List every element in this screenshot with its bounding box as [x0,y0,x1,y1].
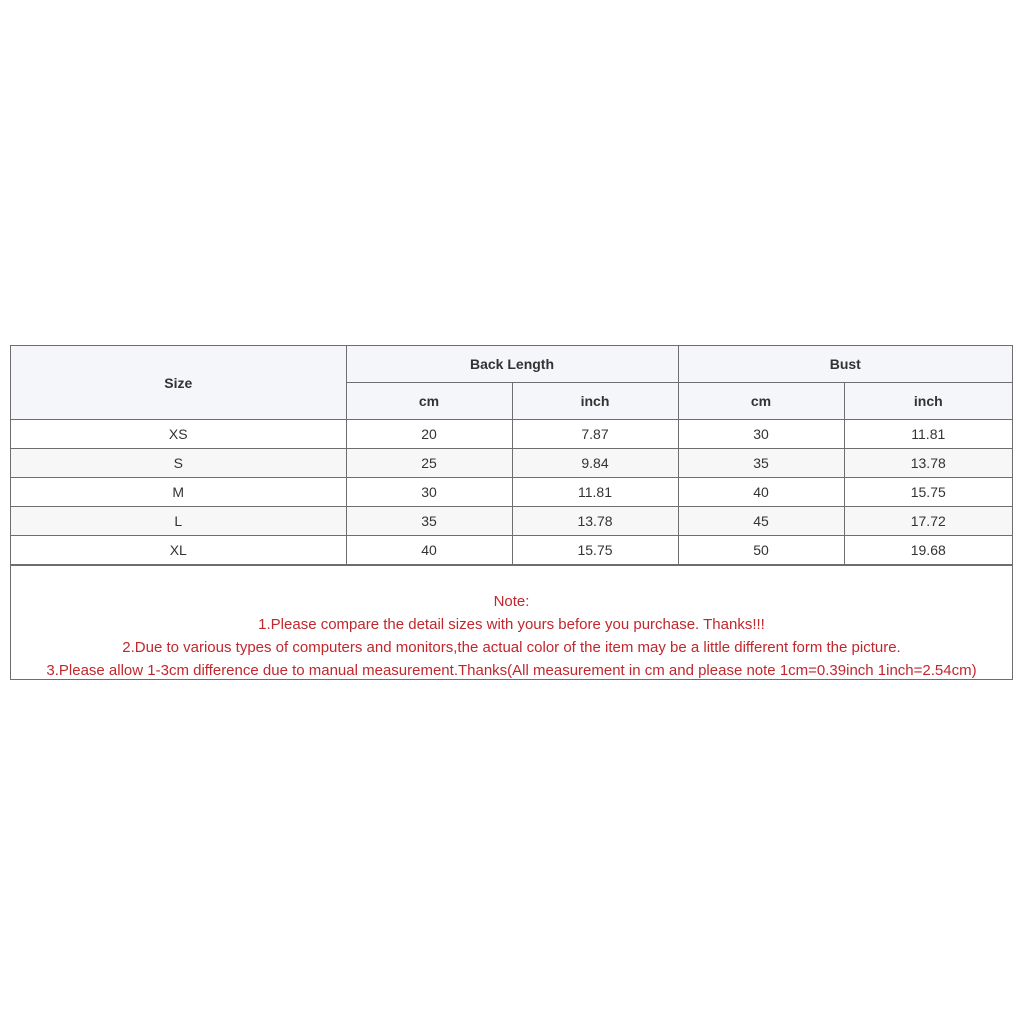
table-row [11,536,1012,565]
size-cell: XS [11,420,346,449]
note-line-1: 1.Please compare the detail sizes with yours before you purchase. Thanks!!! [258,616,765,633]
bust-inch-header: inch [844,383,1012,420]
bust-inch-cell: 17.72 [844,507,1012,536]
back-length-inch-cell: 11.81 [512,478,678,507]
bust-inch-cell: 13.78 [844,449,1012,478]
back-length-inch-cell: 7.87 [512,420,678,449]
bust-cm-cell: 45 [678,507,844,536]
note-line-3: 3.Please allow 1-3cm difference due to manual measurement.Thanks(All measurement in cm and please note 1cm=0.39inch 1inch=2.54cm) [46,662,977,679]
back-length-inch-cell: 15.75 [512,536,678,565]
size-table [11,346,1012,565]
back-length-cm-header: cm [346,383,512,420]
table-row [11,449,1012,478]
bust-cm-cell: 40 [678,478,844,507]
back-length-cm-cell: 35 [346,507,512,536]
back-length-inch-cell: 13.78 [512,507,678,536]
table-row [11,478,1012,507]
bust-inch-cell: 11.81 [844,420,1012,449]
bust-cm-header: cm [678,383,844,420]
note-line-2: 2.Due to various types of computers and monitors,the actual color of the item may be a little different form the picture. [122,639,901,656]
bust-header: Bust [678,346,1012,383]
table-row [11,420,1012,449]
size-chart [10,345,1013,680]
bust-inch-cell: 19.68 [844,536,1012,565]
header-row-groups [11,346,1012,383]
back-length-inch-cell: 9.84 [512,449,678,478]
size-cell: S [11,449,346,478]
size-cell: L [11,507,346,536]
note-title: Note: [493,593,530,610]
back-length-cm-cell: 25 [346,449,512,478]
back-length-cm-cell: 30 [346,478,512,507]
size-cell: XL [11,536,346,565]
back-length-cm-cell: 40 [346,536,512,565]
table-row [11,507,1012,536]
bust-cm-cell: 50 [678,536,844,565]
bust-cm-cell: 35 [678,449,844,478]
size-cell: M [11,478,346,507]
size-header: Size [11,346,346,420]
back-length-header: Back Length [346,346,678,383]
bust-cm-cell: 30 [678,420,844,449]
bust-inch-cell: 15.75 [844,478,1012,507]
back-length-inch-header: inch [512,383,678,420]
back-length-cm-cell: 20 [346,420,512,449]
notes-section [11,565,1012,679]
